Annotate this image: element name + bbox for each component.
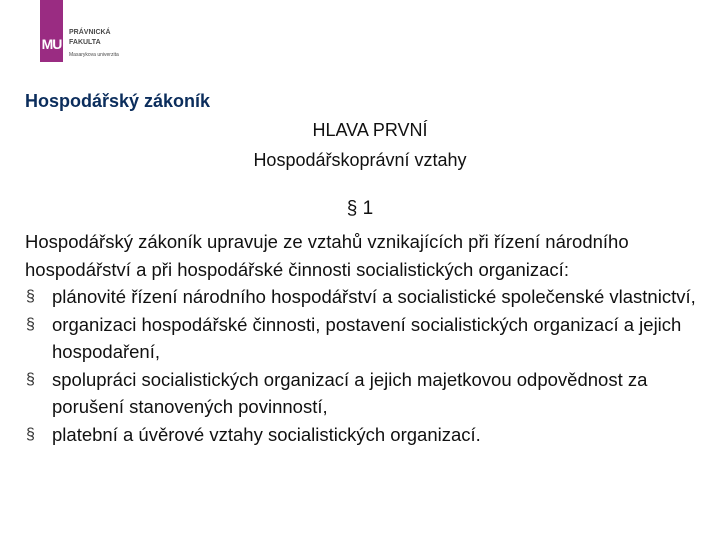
list-item	[25, 421, 715, 449]
logo-university-name: Masarykova univerzita	[69, 52, 119, 58]
chapter-heading: HLAVA PRVNÍ	[312, 120, 428, 140]
logo-faculty-name-line2: FAKULTA	[69, 39, 101, 46]
section-body	[25, 228, 715, 448]
section-bullet-icon: §	[26, 315, 35, 333]
section-number: § 1	[346, 198, 374, 219]
intro-text: Hospodářský zákoník upravuje ze vztahů vznikajících při řízení národního hospodářství a při hospodářské činnosti socialistických organizací:	[25, 231, 629, 280]
section-bullet-icon: §	[26, 370, 35, 388]
logo-faculty-name-line1: PRÁVNICKÁ	[69, 29, 111, 36]
list-item	[25, 311, 715, 366]
faculty-logo	[40, 0, 119, 62]
list-item-text: organizaci hospodářské činnosti, postavení socialistických organizací a jejich hospodaření,	[52, 313, 682, 362]
section-bullet-icon: §	[26, 288, 35, 305]
bullet-list	[25, 283, 715, 448]
logo-bar	[40, 0, 63, 62]
list-item-text: plánovité řízení národního hospodářství a socialistické společenské vlastnictví,	[52, 286, 696, 307]
section-bullet-icon: §	[26, 425, 35, 443]
list-item-text: spolupráci socialistických organizací a jejich majetkovou odpovědnost za porušení stanovených povinností,	[52, 368, 648, 417]
logo-mark: MU	[41, 36, 62, 52]
slide-title: Hospodářský zákoník	[25, 91, 211, 111]
list-item	[25, 283, 715, 311]
list-item	[25, 366, 715, 421]
logo-text	[69, 28, 119, 60]
chapter-subtitle: Hospodářskoprávní vztahy	[253, 150, 467, 170]
list-item-text: platební a úvěrové vztahy socialistických organizací.	[52, 423, 481, 445]
